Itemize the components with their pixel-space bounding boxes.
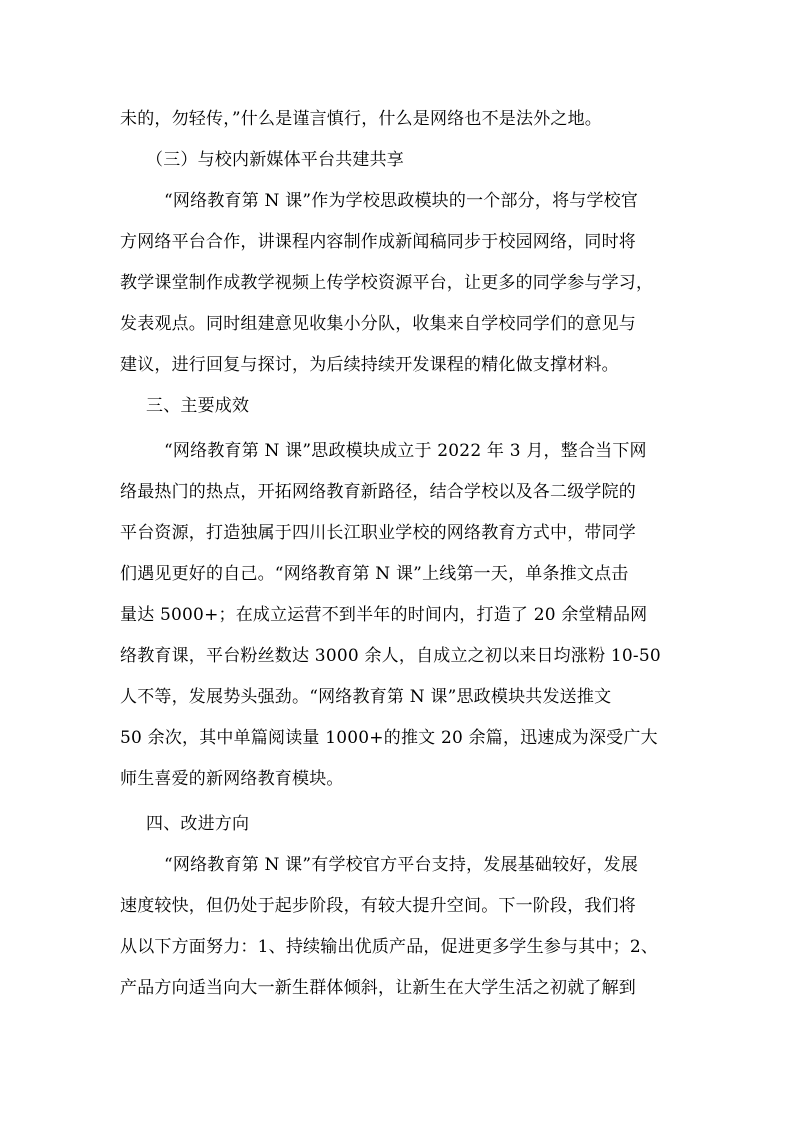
paragraph-line: “网络教育第 N 课”有学校官方平台支持，发展基础较好，发展 xyxy=(164,855,639,875)
paragraph-line: 建议，进行回复与探讨，为后续持续开发课程的精化做支撑材料。 xyxy=(120,355,619,375)
paragraph-line: 50 余次，其中单篇阅读量 1000+的推文 20 余篇，迅速成为深受广大 xyxy=(120,728,658,748)
paragraph-line: 教学课堂制作成教学视频上传学校资源平台，让更多的同学参与学习， xyxy=(120,273,654,293)
paragraph-line: “网络教育第 N 课”思政模块成立于 2022 年 3 月，整合当下网 xyxy=(164,441,647,461)
paragraph-line: 发表观点。同时组建意见收集小分队，收集来自学校同学们的意见与 xyxy=(120,314,636,334)
paragraph-line: 络最热门的热点，开拓网络教育新路径，结合学校以及各二级学院的 xyxy=(120,482,636,502)
paragraph-line: 速度较快，但仍处于起步阶段，有较大提升空间。下一阶段，我们将 xyxy=(120,896,636,916)
paragraph-line: 师生喜爱的新网络教育模块。 xyxy=(120,769,344,789)
paragraph-line: 产品方向适当向大一新生群体倾斜，让新生在大学生活之初就了解到 xyxy=(120,978,636,998)
section-heading: 三、主要成效 xyxy=(146,396,250,416)
paragraph-line: “网络教育第 N 课”作为学校思政模块的一个部分，将与学校官 xyxy=(164,191,639,211)
paragraph-line: 络教育课，平台粉丝数达 3000 余人，自成立之初以来日均涨粉 10-50 xyxy=(120,646,661,666)
paragraph-line: 人不等，发展势头强劲。“网络教育第 N 课”思政模块共发送推文 xyxy=(120,687,612,707)
section-heading: （三）与校内新媒体平台共建共享 xyxy=(146,150,404,170)
paragraph-line: 方网络平台合作，讲课程内容制作成新闻稿同步于校园网络，同时将 xyxy=(120,232,636,252)
section-heading: 四、改进方向 xyxy=(146,814,250,834)
paragraph-line: 从以下方面努力：1、持续输出优质产品，促进更多学生参与其中；2、 xyxy=(120,937,659,957)
paragraph-line: 们遇见更好的自己。“网络教育第 N 课”上线第一天，单条推文点击 xyxy=(120,564,629,584)
paragraph-line: 未的，勿轻传，”什么是谨言慎行，什么是网络也不是法外之地。 xyxy=(120,109,602,129)
paragraph-line: 平台资源，打造独属于四川长江职业学校的网络教育方式中，带同学 xyxy=(120,523,636,543)
paragraph-line: 量达 5000+；在成立运营不到半年的时间内，打造了 20 余堂精品网 xyxy=(120,605,648,625)
